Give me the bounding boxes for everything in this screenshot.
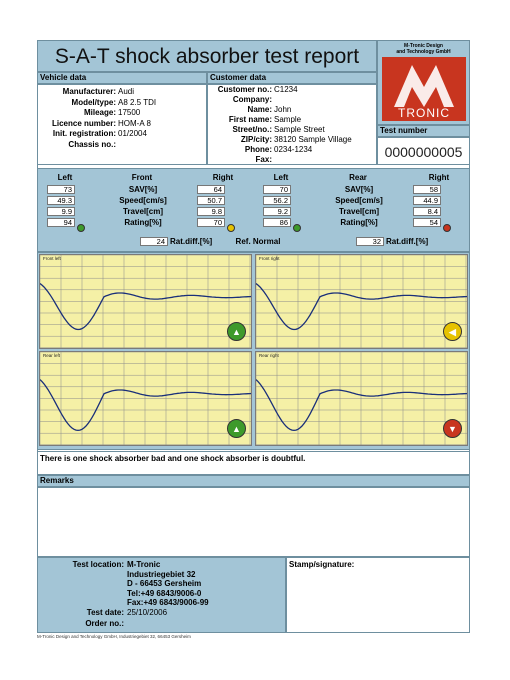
- damping-curve-plot: [256, 255, 467, 348]
- summary-box: [37, 451, 470, 475]
- summary-text: There is one shock absorber bad and one shock absorber is doubtful.: [40, 454, 306, 463]
- vehicle-field-value: 17500: [118, 108, 141, 117]
- rear-left-value: 56.2: [263, 196, 291, 205]
- rear-ratdiff-value: 32: [356, 237, 384, 246]
- remarks-box[interactable]: [37, 487, 470, 557]
- damping-curve: [40, 380, 251, 431]
- test-number-box: [377, 137, 470, 165]
- rear-row-label: Rating[%]: [340, 218, 378, 227]
- customer-field-value: John: [274, 105, 292, 114]
- test-location-line: Fax:+49 6843/9006-99: [127, 598, 209, 608]
- vehicle-field-value: HOM-A 8: [118, 118, 151, 128]
- status-thumb-icon: ▼: [443, 419, 462, 438]
- brand-subtitle: and Technology GmbH: [396, 49, 451, 55]
- customer-field-value: 38120 Sample Village: [274, 135, 352, 144]
- status-thumb-icon: ▲: [227, 419, 246, 438]
- front-row-label: Travel[cm]: [122, 207, 164, 216]
- front-left-value: 73: [47, 185, 75, 194]
- title-bar: [37, 40, 377, 72]
- vehicle-field-value: 01/2004: [118, 129, 147, 138]
- rear-right-value: 8.4: [413, 207, 441, 216]
- front-left-value: 49.3: [47, 196, 75, 205]
- front-left-value: 9.9: [47, 207, 75, 216]
- rear-left-value: 86: [263, 218, 291, 227]
- test-location-line: M-Tronic: [127, 560, 161, 569]
- rear-row-label: Speed[cm/s]: [335, 196, 383, 205]
- chart-title: Front left: [43, 256, 61, 261]
- customer-field-value: 0234-1234: [274, 145, 313, 154]
- front-row-label: Speed[cm/s]: [119, 196, 167, 205]
- front-right-value: 64: [197, 185, 225, 194]
- customer-field-label: Name:: [247, 105, 272, 114]
- front-ratdiff-value: 24: [140, 237, 168, 246]
- brand-name: M-Tronic Design: [404, 43, 443, 49]
- page-title: S-A-T shock absorber test report: [54, 45, 360, 68]
- test-date-label: Test date:: [86, 608, 124, 617]
- vehicle-field-value: A8 2.5 TDI: [118, 97, 157, 107]
- vehicle-field-value: Audi: [118, 87, 135, 96]
- test-number-value: 0000000005: [384, 144, 463, 160]
- customer-field-label: First name:: [228, 115, 272, 124]
- status-thumb-icon: ◀: [443, 322, 462, 341]
- customer-field-label: Company:: [232, 95, 272, 104]
- stamp-signature-label: Stamp/signature:: [289, 560, 355, 569]
- damping-curve: [40, 284, 251, 330]
- damping-chart: [255, 254, 468, 349]
- damping-curve-plot: [40, 352, 251, 445]
- damping-curve-plot: [40, 255, 251, 348]
- status-thumb-icon: ▲: [227, 322, 246, 341]
- front-row-label: SAV[%]: [128, 185, 158, 194]
- rating-thumb-icon: [443, 224, 451, 232]
- footnote: M-Tronic Design and Technology GmbH, Industriegebiet 32, 66453 Gersheim: [37, 634, 191, 639]
- rear-row-label: Travel[cm]: [338, 207, 380, 216]
- damping-curve: [256, 284, 467, 330]
- vehicle-field-label: Model/type:: [71, 97, 116, 107]
- customer-field-label: ZIP/city:: [240, 135, 272, 144]
- test-number-header: Test number: [377, 125, 470, 137]
- damping-chart: [39, 254, 252, 349]
- damping-curve-plot: [256, 352, 467, 445]
- logo-text: TRONIC: [398, 106, 450, 120]
- customer-data-header: Customer data: [207, 72, 377, 84]
- rating-thumb-icon: [293, 224, 301, 232]
- rear-right-value: 54: [413, 218, 441, 227]
- vehicle-data-header: Vehicle data: [37, 72, 207, 84]
- customer-field-value: Sample: [274, 115, 302, 124]
- brand-panel: [377, 40, 470, 125]
- damping-chart: [255, 351, 468, 446]
- test-date-value: 25/10/2006: [127, 608, 168, 617]
- front-left-value: 94: [47, 218, 75, 227]
- front-right-value: 70: [197, 218, 225, 227]
- tronic-logo: [382, 57, 466, 121]
- remarks-header: Remarks: [37, 475, 470, 487]
- test-location-line: Industriegebiet 32: [127, 569, 196, 579]
- rear-right-header: Right: [428, 173, 450, 182]
- test-location-line: Tel:+49 6843/9006-0: [127, 588, 202, 598]
- customer-field-value: C1234: [274, 85, 298, 94]
- front-left-header: Left: [57, 173, 73, 182]
- rear-ratdiff-label: Rat.diff.[%]: [386, 237, 429, 246]
- rear-right-value: 58: [413, 185, 441, 194]
- customer-field-label: Customer no.:: [217, 85, 272, 94]
- rear-left-value: 9.2: [263, 207, 291, 216]
- rear-right-value: 44.9: [413, 196, 441, 205]
- front-ratdiff-label: Rat.diff.[%]: [170, 237, 213, 246]
- customer-field-label: Phone:: [244, 145, 272, 154]
- vehicle-field-label: Init. registration:: [52, 129, 116, 138]
- order-number-label: Order no.:: [85, 619, 124, 628]
- customer-field-label: Fax:: [255, 155, 272, 164]
- rear-left-header: Left: [273, 173, 289, 182]
- damping-curve: [256, 380, 467, 431]
- test-location-line: D - 66453 Gersheim: [127, 579, 202, 589]
- vehicle-field-label: Licence number:: [51, 118, 116, 128]
- stamp-signature-box: [286, 557, 470, 633]
- customer-field-value: Sample Street: [274, 125, 325, 134]
- vehicle-field-label: Manufacturer:: [62, 87, 116, 96]
- test-location-label: Test location:: [72, 560, 124, 569]
- front-right-value: 50.7: [197, 196, 225, 205]
- front-right-value: 9.8: [197, 207, 225, 216]
- ref-normal-label: Ref. Normal: [235, 237, 281, 246]
- rear-title: Rear: [349, 173, 367, 182]
- rating-thumb-icon: [77, 224, 85, 232]
- chart-title: Front right: [259, 256, 280, 261]
- rear-row-label: SAV[%]: [344, 185, 374, 194]
- customer-field-label: Street/no.:: [232, 125, 272, 134]
- rear-left-value: 70: [263, 185, 291, 194]
- vehicle-field-label: Chassis no.:: [68, 139, 116, 149]
- chart-title: Rear right: [259, 353, 279, 358]
- vehicle-field-label: Mileage:: [83, 108, 116, 117]
- front-row-label: Rating[%]: [124, 218, 162, 227]
- front-right-header: Right: [212, 173, 234, 182]
- damping-chart: [39, 351, 252, 446]
- front-title: Front: [131, 173, 153, 182]
- chart-title: Rear left: [43, 353, 61, 358]
- rating-thumb-icon: [227, 224, 235, 232]
